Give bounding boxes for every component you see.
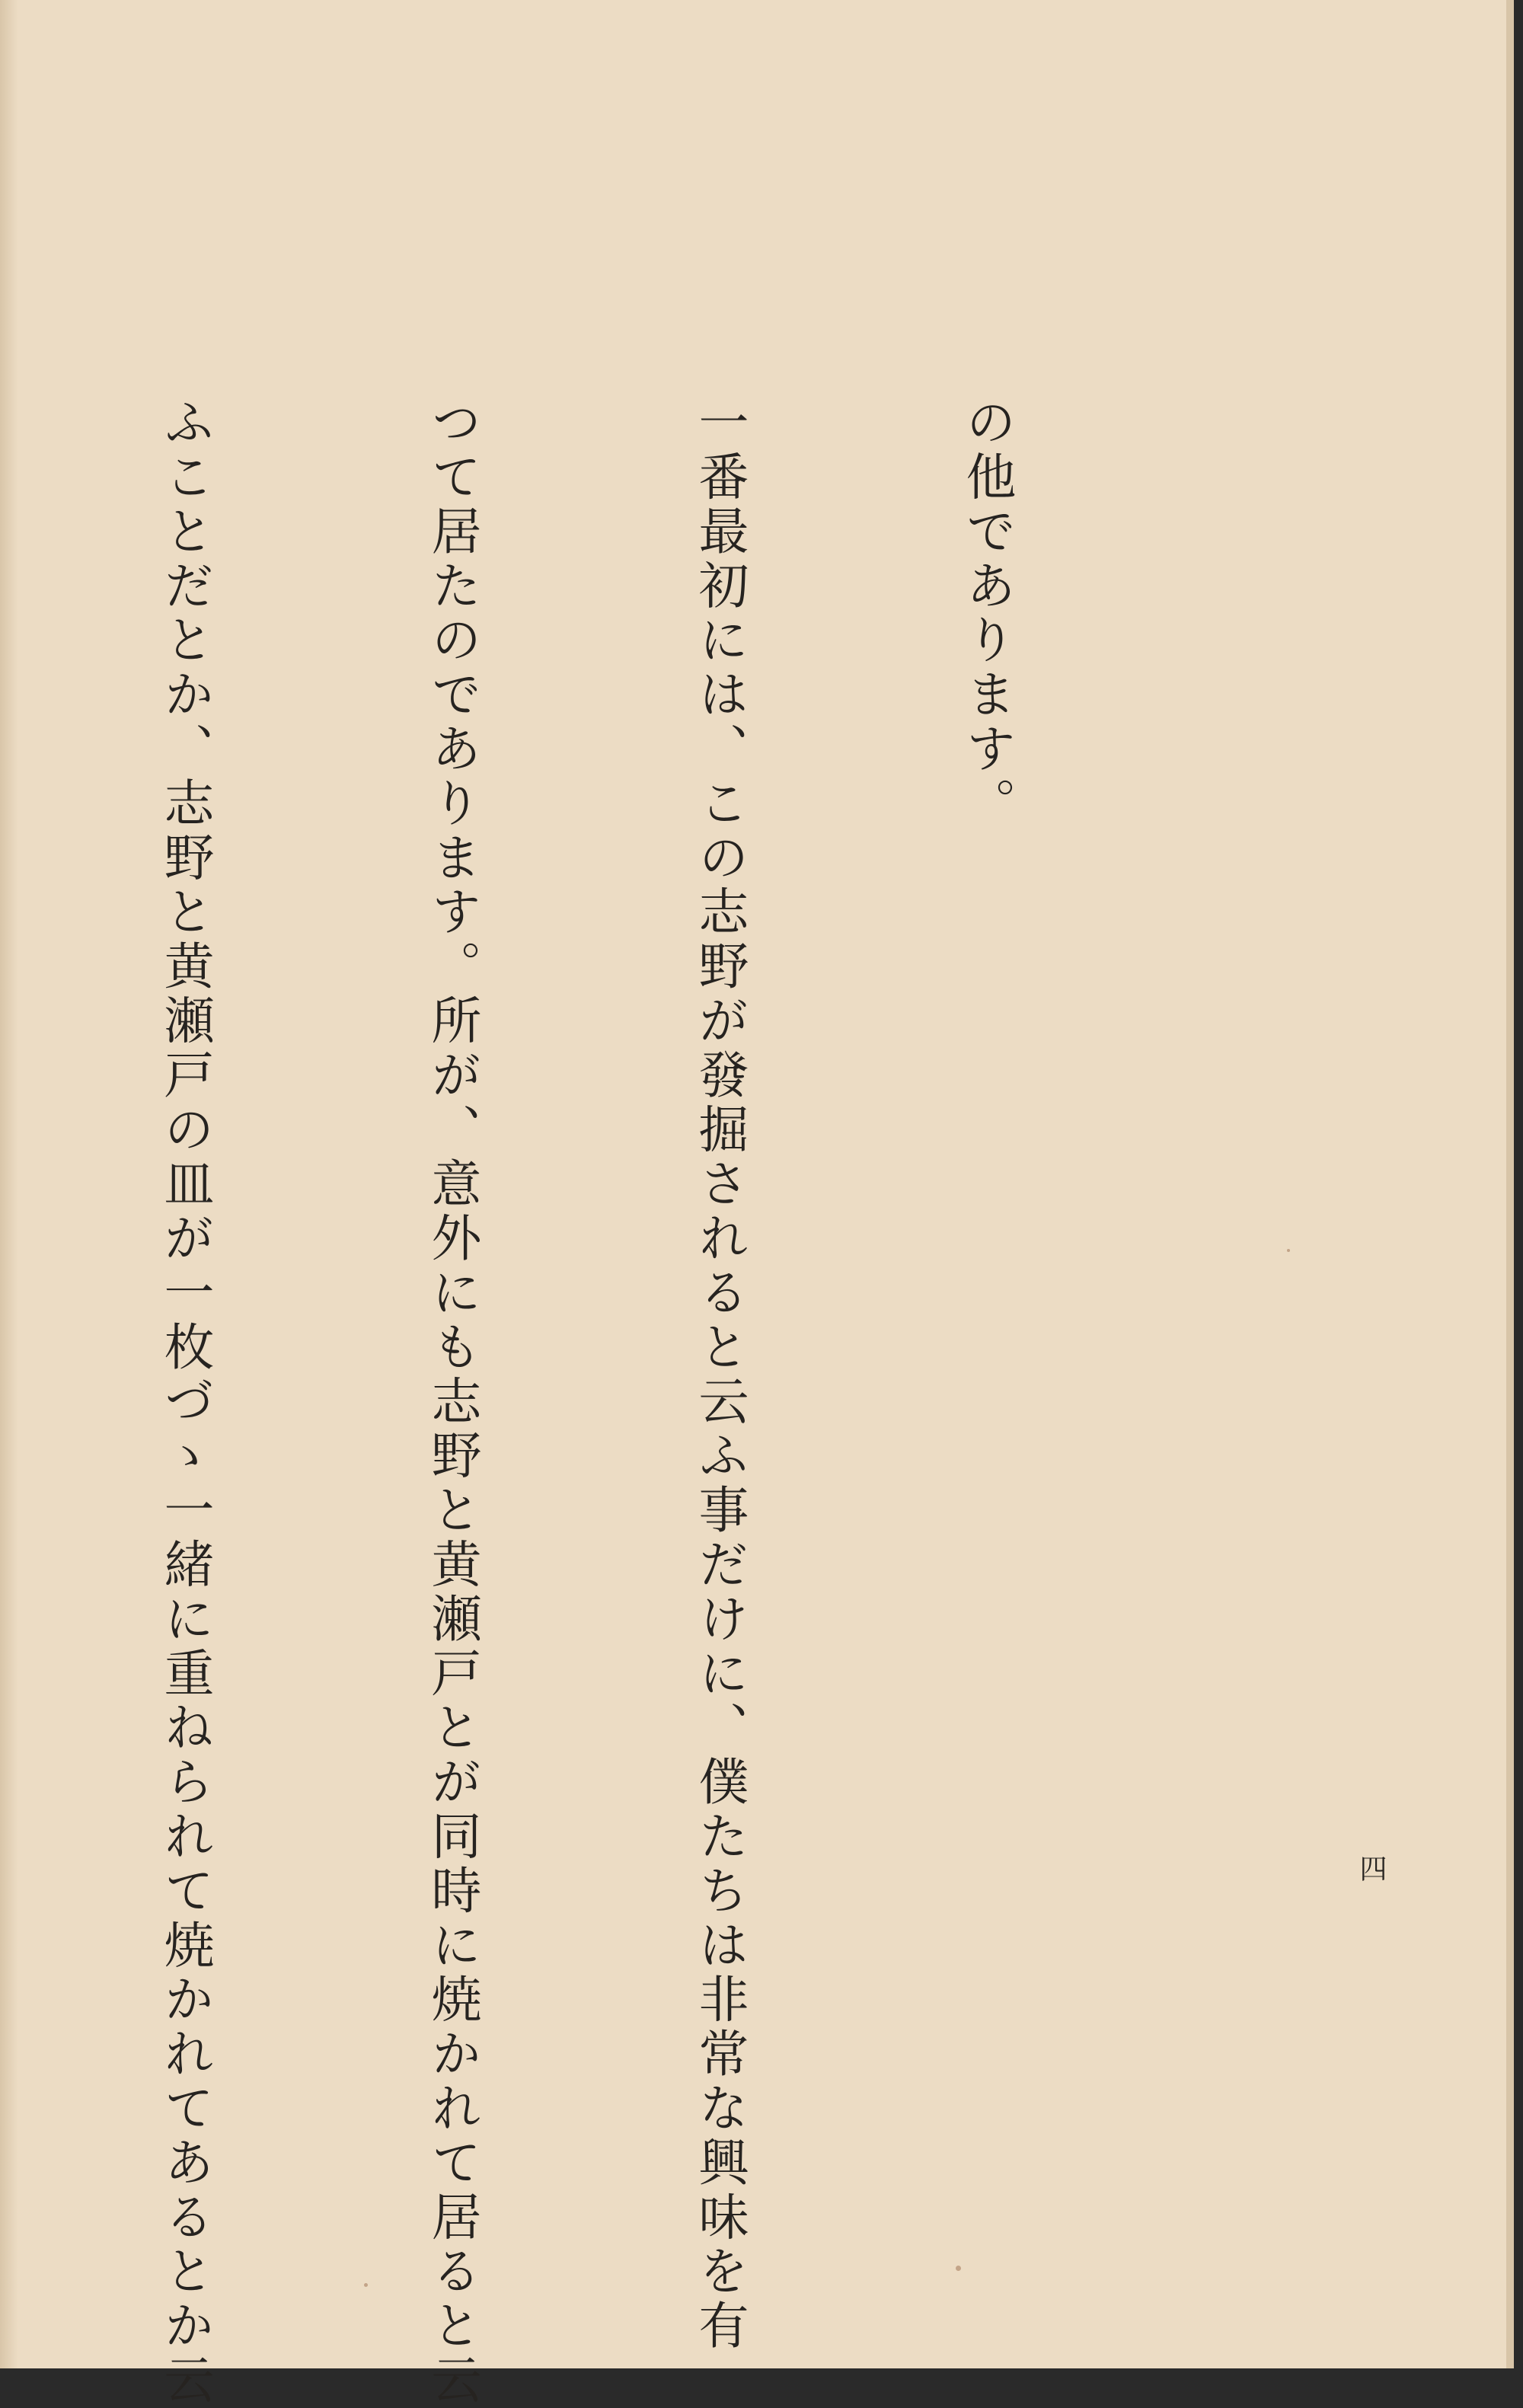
text-line: 一番最初には、この志野が發掘されると云ふ事だけに、僕たちは非常な興味を有 <box>690 396 749 2354</box>
text-line: つて居たのであります。所が、意外にも志野と黄瀬戸とが同時に焼かれて居ると云 <box>423 396 481 2408</box>
paper-foxing-spot <box>364 2283 368 2287</box>
text-line: ふことだとか、志野と黄瀬戸の皿が一枚づゝ一緒に重ねられて焼かれてあるとか云 <box>155 396 214 2408</box>
body-text <box>0 396 1209 2408</box>
paper-foxing-spot <box>956 2266 961 2271</box>
page-number: 四 <box>1355 1854 1387 1882</box>
text-line: の他であります。 <box>957 396 1016 832</box>
paper-foxing-spot <box>1287 1249 1290 1252</box>
